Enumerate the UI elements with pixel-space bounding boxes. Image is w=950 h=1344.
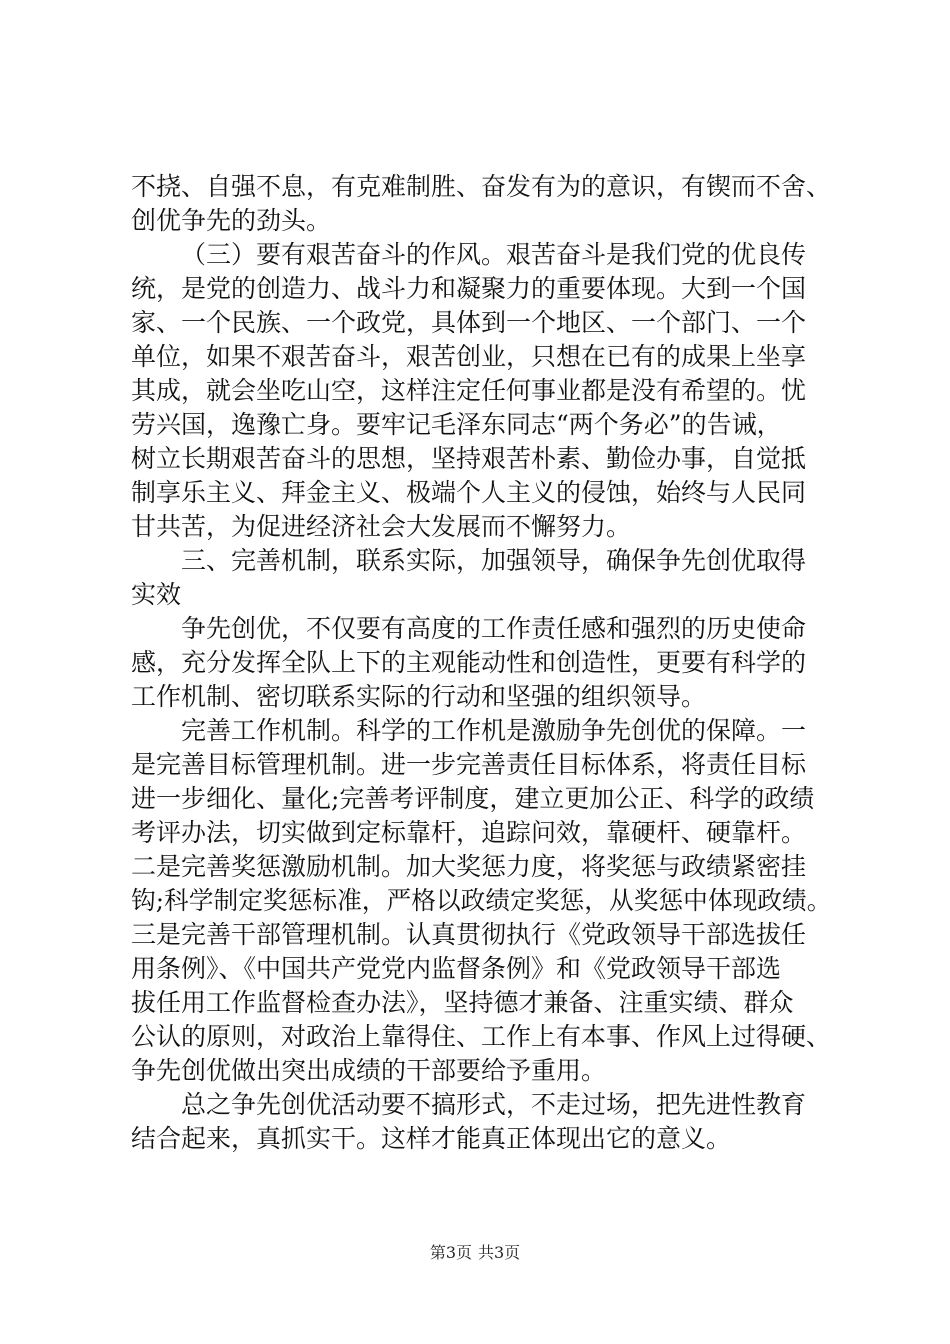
text-line: 进一步细化、量化;完善考评制度，建立更加公正、科学的政绩 [131,784,815,813]
text-line: 考评办法，切实做到定标靠杆，追踪问效，靠硬杆、硬靠杆。 [131,818,807,847]
text-line: 实效 [131,580,182,609]
text-line: 甘共苦，为促进经济社会大发展而不懈努力。 [131,512,632,541]
text-line: 三是完善干部管理机制。认真贯彻执行《党政领导干部选拔任 [131,920,807,949]
page-total: 共3页 [478,1243,521,1262]
text-line: 完善工作机制。科学的工作机是激励争先创优的保障。一 [181,716,807,745]
text-line: 工作机制、密切联系实际的行动和坚强的组织领导。 [131,682,707,711]
text-line: 公认的原则，对政治上靠得住、工作上有本事、作风上过得硬、 [131,1022,832,1051]
text-line: 争先创优，不仅要有高度的工作责任感和强烈的历史使命 [181,614,807,643]
text-line: 是完善目标管理机制。进一步完善责任目标体系，将责任目标 [131,750,807,779]
text-line: 创优争先的劲头。 [131,206,332,235]
text-line: 劳兴国，逸豫亡身。要牢记毛泽东同志“两个务必”的告诫， [131,410,782,439]
text-line: 拔任用工作监督检查办法》，坚持德才兼备、注重实绩、群众 [131,988,794,1017]
text-line: 二是完善奖惩激励机制。加大奖惩力度，将奖惩与政绩紧密挂 [131,852,807,881]
text-line: 其成，就会坐吃山空，这样注定任何事业都是没有希望的。忧 [131,376,807,405]
text-line: 结合起来，真抓实干。这样才能真正体现出它的意义。 [131,1124,732,1153]
text-line: 用条例》、《中国共产党党内监督条例》和《党政领导干部选 [131,954,782,983]
page-footer [0,1242,950,1264]
text-line: 三、完善机制，联系实际，加强领导，确保争先创优取得 [181,546,807,575]
text-line: （三）要有艰苦奋斗的作风。艰苦奋斗是我们党的优良传 [181,240,807,269]
text-line: 钩;科学制定奖惩标准，严格以政绩定奖惩，从奖惩中体现政绩。 [131,886,832,915]
text-line: 感，充分发挥全队上下的主观能动性和创造性，更要有科学的 [131,648,807,677]
text-line: 家、一个民族、一个政党，具体到一个地区、一个部门、一个 [131,308,807,337]
text-line: 树立长期艰苦奋斗的思想，坚持艰苦朴素、勤俭办事，自觉抵 [131,444,807,473]
document-body [131,170,831,1156]
text-line: 单位，如果不艰苦奋斗，艰苦创业，只想在已有的成果上坐享 [131,342,807,371]
text-line: 制享乐主义、拜金主义、极端个人主义的侵蚀，始终与人民同 [131,478,807,507]
text-line: 争先创优做出突出成绩的干部要给予重用。 [131,1056,607,1085]
text-line: 不挠、自强不息，有克难制胜、奋发有为的意识，有锲而不舍、 [131,172,832,201]
text-line: 总之争先创优活动要不搞形式，不走过场，把先进性教育 [181,1090,807,1119]
text-line: 统，是党的创造力、战斗力和凝聚力的重要体现。大到一个国 [131,274,807,303]
page-number: 第3页 [429,1243,472,1262]
